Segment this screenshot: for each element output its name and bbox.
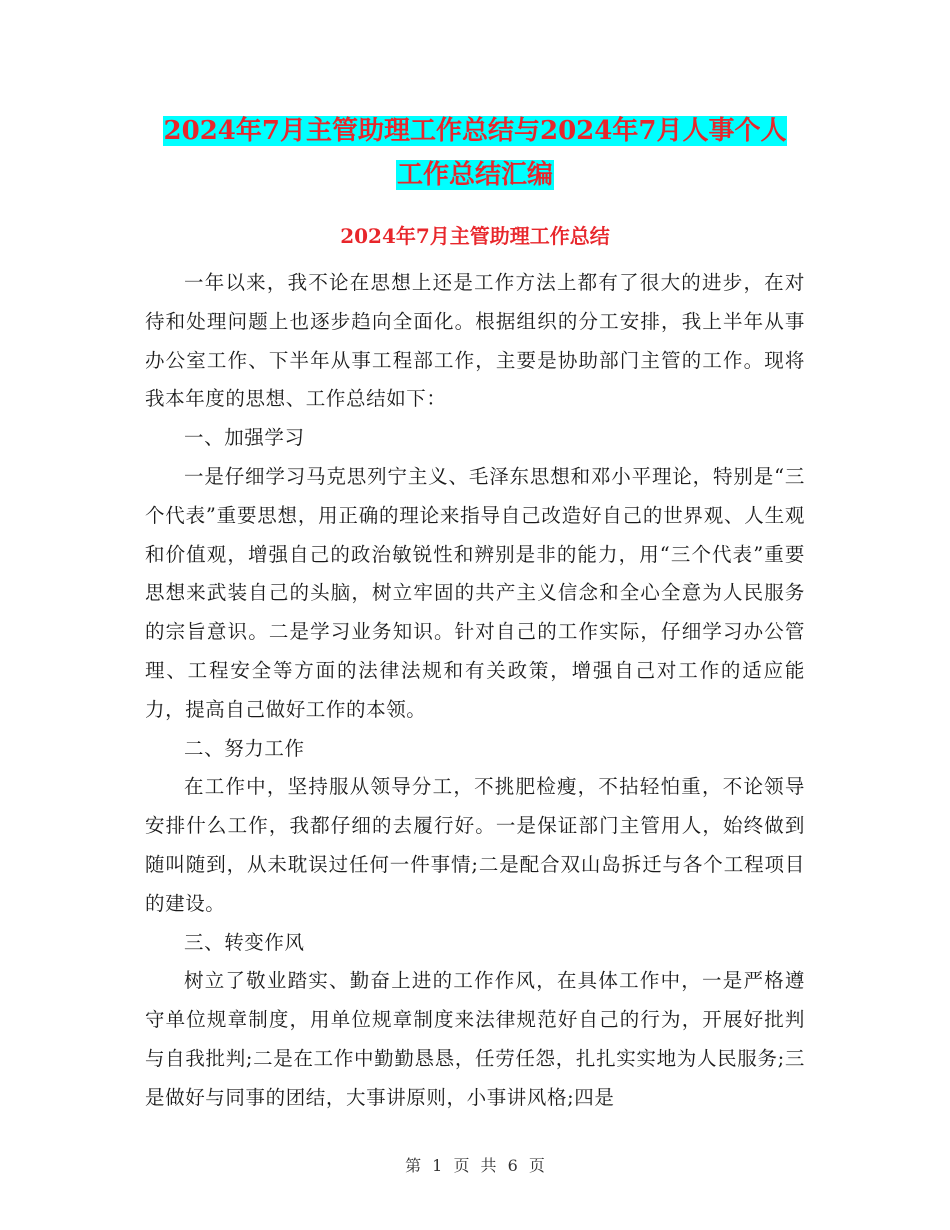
section-heading: 二、努力工作 <box>184 736 305 760</box>
section-heading: 一、加强学习 <box>184 426 305 450</box>
paragraph: 树立了敬业踏实、勤奋上进的工作作风，在具体工作中，一是严格遵守单位规章制度，用单位规章制度来法律规范好自己的行为，开展好批判与自我批判;二是在工作中勤勤恳恳，任劳任怨，扎扎实实地为人民服务;三是做好与同事的团结，大事讲原则，小事讲风格;四是 <box>145 969 805 1109</box>
document-body <box>145 264 805 1118</box>
document-title-line-1 <box>0 111 950 151</box>
paragraph: 在工作中，坚持服从领导分工，不挑肥检瘦，不拈轻怕重，不论领导安排什么工作，我都仔细的去履行好。一是保证部门主管用人，始终做到随叫随到，从未耽误过任何一件事情;二是配合双山岛拆迁与各个工程项目的建设。 <box>145 775 805 915</box>
section-heading: 三、转变作风 <box>184 930 305 954</box>
page-footer: 第 1 页 共 6 页 <box>405 1156 545 1175</box>
paragraph: 一是仔细学习马克思列宁主义、毛泽东思想和邓小平理论，特别是“三个代表”重要思想，用正确的理论来指导自己改造好自己的世界观、人生观和价值观，增强自己的政治敏锐性和辨别是非的能力，用“三个代表”重要思想来武装自己的头脑，树立牢固的共产主义信念和全心全意为人民服务的宗旨意识。二是学习业务知识。针对自己的工作实际，仔细学习办公管理、工程安全等方面的法律法规和有关政策，增强自己对工作的适应能力，提高自己做好工作的本领。 <box>145 464 805 721</box>
title-highlight-2: 工作总结汇编 <box>396 160 553 190</box>
title-highlight-1: 2024年7月主管助理工作总结与2024年7月人事个人 <box>163 116 787 146</box>
document-title-line-2 <box>0 155 950 195</box>
paragraph: 一年以来，我不论在思想上还是工作方法上都有了很大的进步，在对待和处理问题上也逐步趋向全面化。根据组织的分工安排，我上半年从事办公室工作、下半年从事工程部工作，主要是协助部门主管的工作。现将我本年度的思想、工作总结如下： <box>145 271 805 411</box>
section-title: 2024年7月主管助理工作总结 <box>340 224 610 248</box>
